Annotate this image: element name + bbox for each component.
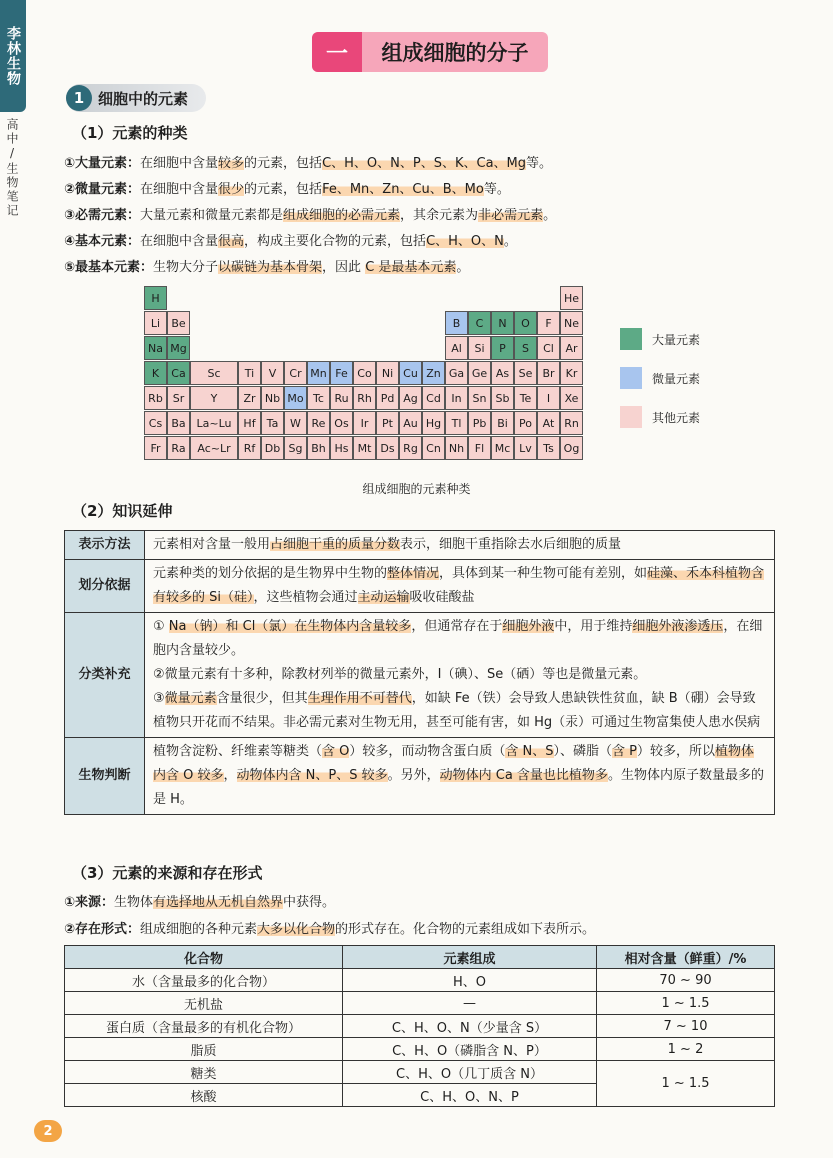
row-header: 划分依据: [65, 560, 145, 613]
element-cell: W: [284, 411, 307, 435]
element-cell: Rb: [144, 386, 167, 410]
source-line: ①来源：生物体有选择地从无机自然界中获得。: [64, 895, 336, 910]
element-cell: Ca: [167, 361, 190, 385]
extension-table: [64, 530, 775, 815]
page-number: 2: [34, 1120, 62, 1142]
element-cell: Li: [144, 311, 167, 335]
element-cell: Lv: [514, 436, 537, 460]
element-cell: Mt: [353, 436, 376, 460]
element-cell: Se: [514, 361, 537, 385]
element-cell: Ga: [445, 361, 468, 385]
element-cell: Kr: [560, 361, 583, 385]
element-cell: P: [491, 336, 514, 360]
element-cell: Nh: [445, 436, 468, 460]
element-cell: He: [560, 286, 583, 310]
table-header-row: [65, 946, 775, 969]
section-header: [66, 84, 206, 112]
element-cell: S: [514, 336, 537, 360]
subheading-2: （2）知识延伸: [72, 502, 173, 520]
element-cell: Ta: [261, 411, 284, 435]
table-row: 无机盐 — 1 ~ 1.5: [65, 992, 775, 1015]
column-header: 化合物: [65, 946, 343, 969]
element-cell: Zn: [422, 361, 445, 385]
element-cell: Mc: [491, 436, 514, 460]
element-cell: Ge: [468, 361, 491, 385]
legend-swatch-blue: [620, 367, 642, 389]
element-cell: Fe: [330, 361, 353, 385]
element-cell: Sc: [190, 361, 238, 385]
element-cell: Al: [445, 336, 468, 360]
row-content: 植物含淀粉、纤维素等糖类（含 O）较多，而动物含蛋白质（含 N、S）、磷脂（含 P）较多，所以植物体内含 O 较多，动物体内含 N、P、S 较多。另外，动物体内 Ca 含量也比植物多。生物体内原子数量最多的是 H。: [145, 738, 775, 815]
element-cell: Ts: [537, 436, 560, 460]
element-cell: Nb: [261, 386, 284, 410]
element-cell: Pt: [376, 411, 399, 435]
element-cell: B: [445, 311, 468, 335]
element-cell: Ne: [560, 311, 583, 335]
row-content: ① Na（钠）和 Cl（氯）在生物体内含量较多，但通常存在于细胞外液中，用于维持细胞外液渗透压，在细胞内含量较少。 ②微量元素有十多种，除教材列举的微量元素外，I（碘）、Se（硒）等也是微量元素。 ③微量元素含量很少，但其生理作用不可替代，如缺 Fe（铁）会导致人患缺铁性贫血，缺 B（硼）会导致植物只开花而不结果。非必需元素对生物无用，甚至可能有害，如 Hg（汞）可通过生物富集使人患水俣病: [145, 613, 775, 738]
definition-item: ②微量元素：在细胞中含量很少的元素，包括Fe、Mn、Zn、Cu、B、Mo等。: [64, 182, 510, 197]
element-cell: Te: [514, 386, 537, 410]
element-cell: Ru: [330, 386, 353, 410]
row-header: 表示方法: [65, 531, 145, 560]
subtitle-tab: 高中/生物笔记: [5, 118, 19, 218]
element-cell: Ir: [353, 411, 376, 435]
row-header: 生物判断: [65, 738, 145, 815]
chapter-number: 一: [312, 32, 362, 72]
element-cell: C: [468, 311, 491, 335]
brand-tab: 李林生物: [0, 0, 26, 112]
column-header: 元素组成: [343, 946, 597, 969]
definition-item: ③必需元素：大量元素和微量元素都是组成细胞的必需元素，其余元素为非必需元素。: [64, 208, 557, 223]
element-cell: K: [144, 361, 167, 385]
element-cell: Ti: [238, 361, 261, 385]
element-cell: Pd: [376, 386, 399, 410]
element-cell: Pb: [468, 411, 491, 435]
table-row: 脂质 C、H、O（磷脂含 N、P） 1 ~ 2: [65, 1038, 775, 1061]
element-cell: Bh: [307, 436, 330, 460]
element-cell: Zr: [238, 386, 261, 410]
element-cell: In: [445, 386, 468, 410]
chapter-title: 组成细胞的分子: [381, 41, 529, 65]
element-cell: Au: [399, 411, 422, 435]
element-cell: Rf: [238, 436, 261, 460]
figure-caption: 组成细胞的元素种类: [362, 482, 471, 496]
element-cell: Ra: [167, 436, 190, 460]
element-cell: Xe: [560, 386, 583, 410]
table-row: 蛋白质（含量最多的有机化合物） C、H、O、N（少量含 S） 7 ~ 10: [65, 1015, 775, 1038]
element-cell: Bi: [491, 411, 514, 435]
element-cell: Db: [261, 436, 284, 460]
column-header: 相对含量（鲜重）/%: [597, 946, 775, 969]
element-cell: Ds: [376, 436, 399, 460]
element-cell: Ar: [560, 336, 583, 360]
element-cell: Br: [537, 361, 560, 385]
element-cell: Mg: [167, 336, 190, 360]
element-cell: Sr: [167, 386, 190, 410]
element-cell: Sb: [491, 386, 514, 410]
element-cell: Na: [144, 336, 167, 360]
element-cell: As: [491, 361, 514, 385]
element-cell: Cu: [399, 361, 422, 385]
element-cell: Ba: [167, 411, 190, 435]
element-cell: Fr: [144, 436, 167, 460]
legend-swatch-pink: [620, 406, 642, 428]
element-cell: Tl: [445, 411, 468, 435]
legend-swatch-green: [620, 328, 642, 350]
element-cell: Sn: [468, 386, 491, 410]
legend-trace: [620, 367, 700, 389]
element-cell: Rn: [560, 411, 583, 435]
element-cell: H: [144, 286, 167, 310]
definition-item: ⑤最基本元素：生物大分子以碳链为基本骨架，因此 C 是最基本元素。: [64, 260, 470, 275]
element-cell: At: [537, 411, 560, 435]
element-cell: Rh: [353, 386, 376, 410]
legend-label: 微量元素: [652, 371, 701, 386]
element-cell: Ag: [399, 386, 422, 410]
table-row: [65, 613, 775, 738]
table-row: [65, 560, 775, 613]
element-cell: Rg: [399, 436, 422, 460]
element-cell: Po: [514, 411, 537, 435]
element-cell: O: [514, 311, 537, 335]
section-title: 细胞中的元素: [98, 89, 189, 108]
element-cell: Og: [560, 436, 583, 460]
table-row: [65, 531, 775, 560]
table-row: 核酸 C、H、O、N、P: [65, 1084, 775, 1107]
element-cell: Ac~Lr: [190, 436, 238, 460]
element-cell: N: [491, 311, 514, 335]
element-cell: Tc: [307, 386, 330, 410]
element-cell: V: [261, 361, 284, 385]
element-cell: Si: [468, 336, 491, 360]
section-number: 1: [66, 85, 92, 111]
element-cell: Mo: [284, 386, 307, 410]
compound-table: [64, 945, 775, 1107]
element-cell: I: [537, 386, 560, 410]
subheading-1: （1）元素的种类: [72, 124, 188, 142]
subheading-3: （3）元素的来源和存在形式: [72, 864, 263, 882]
element-cell: Hs: [330, 436, 353, 460]
table-row: [65, 738, 775, 815]
definition-item: ④基本元素：在细胞中含量很高，构成主要化合物的元素，包括C、H、O、N。: [64, 234, 517, 249]
element-cell: Ni: [376, 361, 399, 385]
element-cell: Cr: [284, 361, 307, 385]
element-cell: Cn: [422, 436, 445, 460]
table-row: 糖类 C、H、O（几丁质含 N） 1 ~ 1.5: [65, 1061, 775, 1084]
element-cell: Y: [190, 386, 238, 410]
legend-label: 其他元素: [652, 410, 701, 425]
legend-other: [620, 406, 700, 428]
element-cell: Hf: [238, 411, 261, 435]
row-content: 元素种类的划分依据的是生物界中生物的整体情况，具体到某一种生物可能有差别，如硅藻、禾本科植物含有较多的 Si（硅），这些植物会通过主动运输吸收硅酸盐: [145, 560, 775, 613]
form-line: ②存在形式：组成细胞的各种元素大多以化合物的形式存在。化合物的元素组成如下表所示。: [64, 922, 596, 937]
element-cell: Fl: [468, 436, 491, 460]
element-cell: Co: [353, 361, 376, 385]
element-cell: Be: [167, 311, 190, 335]
element-cell: Cs: [144, 411, 167, 435]
legend-label: 大量元素: [652, 332, 701, 347]
element-cell: F: [537, 311, 560, 335]
element-cell: Cl: [537, 336, 560, 360]
element-cell: Os: [330, 411, 353, 435]
element-cell: Cd: [422, 386, 445, 410]
definition-item: ①大量元素：在细胞中含量较多的元素，包括C、H、O、N、P、S、K、Ca、Mg等。: [64, 156, 553, 171]
element-cell: La~Lu: [190, 411, 238, 435]
legend-major: [620, 328, 700, 350]
element-cell: Re: [307, 411, 330, 435]
row-content: 元素相对含量一般用占细胞干重的质量分数表示，细胞干重指除去水后细胞的质量: [145, 531, 775, 560]
element-cell: Mn: [307, 361, 330, 385]
element-cell: Hg: [422, 411, 445, 435]
chapter-title-banner: [312, 32, 548, 72]
row-header: 分类补充: [65, 613, 145, 738]
table-row: 水（含量最多的化合物） H、O 70 ~ 90: [65, 969, 775, 992]
element-cell: Sg: [284, 436, 307, 460]
